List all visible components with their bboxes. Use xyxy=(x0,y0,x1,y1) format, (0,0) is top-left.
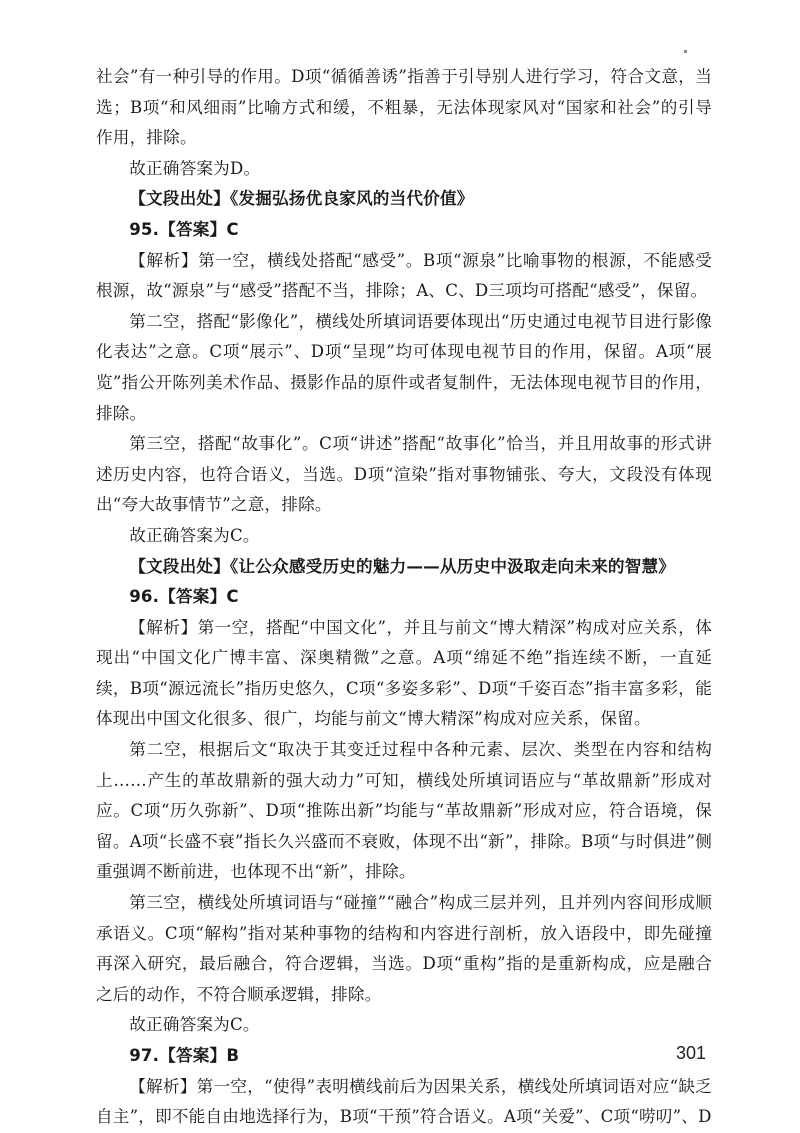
answer-heading: 96.【答案】C xyxy=(129,587,239,607)
answer-heading: 95.【答案】C xyxy=(129,219,239,239)
paragraph: 第二空，搭配“影像化”，横线处所填词语要体现出“历史通过电视节目进行影像化表达”之意。C项“展示”、D项“呈现”均可体现电视节目的作用，保留。A项“展览”指公开陈列美术作品、摄影作品的原件或者复制件，无法体现电视节目的作用，排除。 xyxy=(96,311,712,423)
answer-heading: 97.【答案】B xyxy=(129,1046,240,1065)
page-content xyxy=(96,62,712,1133)
paragraph: 社会”有一种引导的作用。D项“循循善诱”指善于引导别人进行学习，符合文意，当选；B项“和风细雨”比喻方式和缓，不粗暴，无法体现家风对“国家和社会”的引导作用，排除。 xyxy=(96,67,712,148)
paragraph: 故正确答案为D。 xyxy=(129,158,261,178)
paragraph: 【解析】第一空，横线处搭配“感受”。B项“源泉”比喻事物的根源，不能感受根源，故“源泉”与“感受”搭配不当，排除；A、C、D三项均可搭配“感受”，保留。 xyxy=(96,250,712,301)
page-dot xyxy=(684,50,687,53)
paragraph: 故正确答案为C。 xyxy=(129,1015,260,1035)
paragraph: 故正确答案为C。 xyxy=(129,525,260,545)
source-heading: 【文段出处】《让公众感受历史的魅力——从历史中汲取走向未来的智慧》 xyxy=(129,556,676,576)
paragraph: 【解析】第一空，“使得”表明横线前后为因果关系，横线处所填词语对应“缺乏自主”，即不能自由地选择行为，B项“干预”符合语义。A项“关爱”、C项“唠叨”、D xyxy=(96,1076,712,1127)
source-heading: 【文段出处】《发掘弘扬优良家风的当代价值》 xyxy=(129,189,474,209)
paragraph: 第三空，搭配“故事化”。C项“讲述”搭配“故事化”恰当，并且用故事的形式讲述历史内容，也符合语义，当选。D项“渲染”指对事物铺张、夸大，文段没有体现出“夸大故事情节”之意，排除。 xyxy=(96,434,712,515)
page-number: 301 xyxy=(676,1043,707,1063)
paragraph: 【解析】第一空，搭配“中国文化”，并且与前文“博大精深”构成对应关系，体现出“中国文化广博丰富、深奥精微”之意。A项“绵延不绝”指连续不断，一直延续，B项“源远流长”指历史悠久，C项“多姿多彩”、D项“千姿百态”指丰富多彩，能体现出中国文化很多、很广，均能与前文“博大精深”构成对应关系，保留。 xyxy=(96,617,712,729)
paragraph: 第三空，横线处所填词语与“碰撞”“融合”构成三层并列，且并列内容间形成顺承语义。C项“解构”指对某种事物的结构和内容进行剖析，放入语段中，即先碰撞再深入研究，最后融合，符合逻辑，当选。D项“重构”指的是重新构成，应是融合之后的动作，不符合顺承逻辑，排除。 xyxy=(96,893,712,1004)
paragraph: 第二空，根据后文“取决于其变迁过程中各种元素、层次、类型在内容和结构上……产生的革故鼎新的强大动力”可知，横线处所填词语应与“革故鼎新”形成对应。C项“历久弥新”、D项“推陈出新”均能与“革故鼎新”形成对应，符合语境，保留。A项“长盛不衰”指长久兴盛而不衰败，体现不出“新”，排除。B项“与时俱进”侧重强调不断前进，也体现不出“新”，排除。 xyxy=(96,740,712,882)
